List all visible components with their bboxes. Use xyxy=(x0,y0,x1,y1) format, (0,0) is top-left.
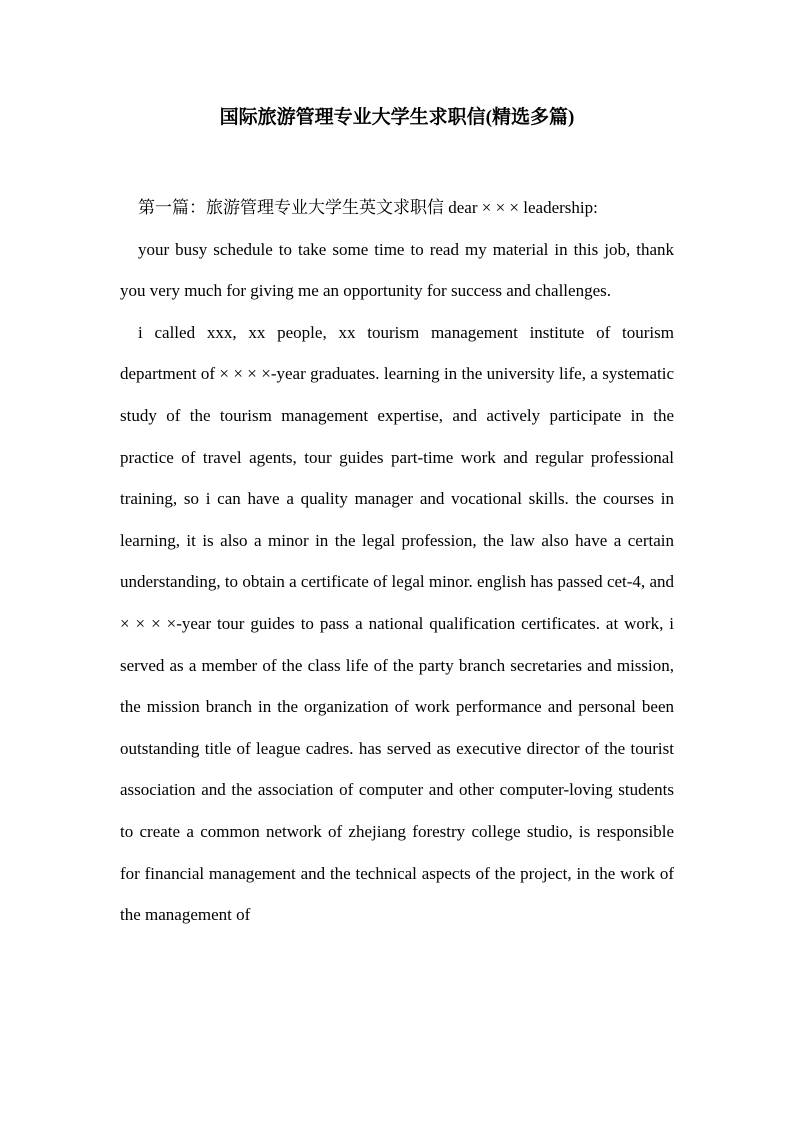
document-title: 国际旅游管理专业大学生求职信(精选多篇) xyxy=(219,107,575,128)
paragraph-intro: your busy schedule to take some time to read my material in this job, thank you very much for giving me an opportunity for success and challenges. xyxy=(120,239,674,301)
paragraph-main: i called xxx, xx people, xx tourism management institute of tourism department of × × × ×-year graduates. learning in the university life, a systematic study of the tourism management expertise, and actively participate in the practice of travel agents, tour guides part-time work and regular professional training, so i can have a quality manager and vocational skills. the courses in learning, it is also a minor in the legal profession, the law also have a certain understanding, to obtain a certificate of legal minor. english has passed cet-4, and × × × ×-year tour guides to pass a national qualification certificates. at work, i served as a member of the class life of the party branch secretaries and mission, the mission branch in the organization of work performance and personal been outstanding title of league cadres. has served as executive director of the tourist association and the association of computer and other computer-loving students to create a common network of zhejiang forestry college studio, is responsible for financial management and the technical aspects of the project, in the work of the management of xyxy=(120,322,674,925)
document-body xyxy=(120,187,674,936)
paragraph-heading: 第一篇：旅游管理专业大学生英文求职信 dear × × × leadership: xyxy=(138,198,598,217)
